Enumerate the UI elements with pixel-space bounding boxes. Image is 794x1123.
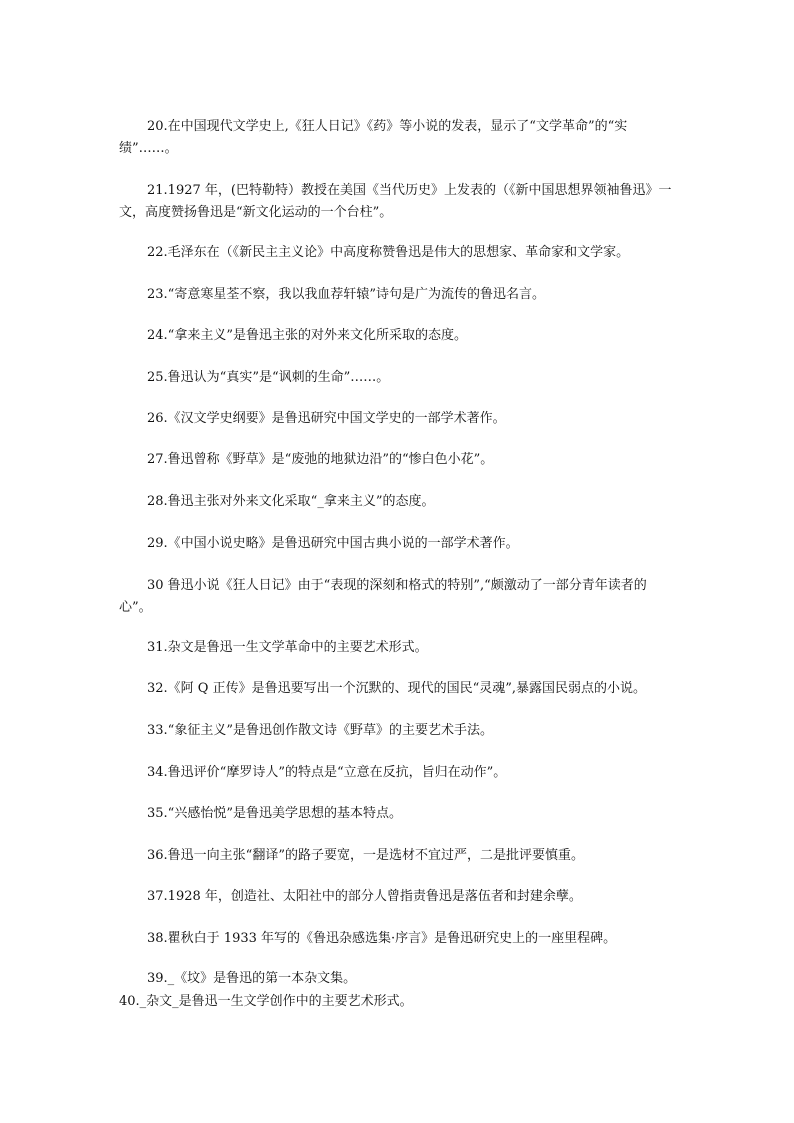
question-26: 26.《汉文学史纲要》是鲁迅研究中国文学史的一部学术著作。 <box>147 411 506 426</box>
question-35: 35.“兴感怡悦”是鲁迅美学思想的基本特点。 <box>147 806 402 821</box>
question-36: 36.鲁迅一向主张“翻译”的路子要宽，一是选材不宜过严，二是批评要慎重。 <box>147 848 584 863</box>
question-29: 29.《中国小说史略》是鲁迅研究中国古典小说的一部学术著作。 <box>147 536 519 551</box>
question-31: 31.杂文是鲁迅一生文学革命中的主要艺术形式。 <box>147 640 428 655</box>
question-23: 23.“寄意寒星荃不察，我以我血荐轩辕”诗句是广为流传的鲁迅名言。 <box>147 287 545 302</box>
question-38: 38.瞿秋白于 1933 年写的《鲁迅杂感选集·序言》是鲁迅研究史上的一座里程碑。 <box>147 931 617 946</box>
question-20: 20.在中国现代文学史上,《狂人日记》《药》等小说的发表，显示了“文学革命”的“实绩”……。 <box>119 119 628 156</box>
question-40: 40._杂文_是鲁迅一生文学创作中的主要艺术形式。 <box>119 994 413 1009</box>
question-34: 34.鲁迅评价“摩罗诗人”的特点是“立意在反抗，旨归在动作”。 <box>147 765 507 780</box>
question-25: 25.鲁迅认为“真实”是“讽刺的生命”……。 <box>147 370 390 385</box>
question-27: 27.鲁迅曾称《野草》是“废弛的地狱边沿”的“惨白色小花”。 <box>147 452 494 467</box>
question-21: 21.1927 年，(巴特勒特）教授在美国《当代历史》上发表的（《新中国思想界领袖鲁迅》一文，高度赞扬鲁迅是“新文化运动的一个台柱”。 <box>119 183 672 220</box>
question-28: 28.鲁迅主张对外来文化采取“_拿来主义”的态度。 <box>147 494 435 509</box>
question-22: 22.毛泽东在（《新民主主义论》中高度称赞鲁迅是伟大的思想家、革命家和文学家。 <box>147 245 630 260</box>
question-24: 24.“拿来主义”是鲁迅主张的对外来文化所采取的态度。 <box>147 328 467 343</box>
question-37: 37.1928 年，创造社、太阳社中的部分人曾指责鲁迅是落伍者和封建余孽。 <box>147 889 582 904</box>
question-30: 30 鲁迅小说《狂人日记》由于“表现的深刻和格式的特别”,“颇激动了一部分青年读者的心”。 <box>119 578 647 615</box>
question-33: 33.“象征主义”是鲁迅创作散文诗《野草》的主要艺术手法。 <box>147 723 493 738</box>
question-32: 32.《阿 Q 正传》是鲁迅要写出一个沉默的、现代的国民“灵魂”,暴露国民弱点的小说。 <box>147 681 647 696</box>
question-39: 39._《坟》是鲁迅的第一本杂文集。 <box>147 971 357 986</box>
